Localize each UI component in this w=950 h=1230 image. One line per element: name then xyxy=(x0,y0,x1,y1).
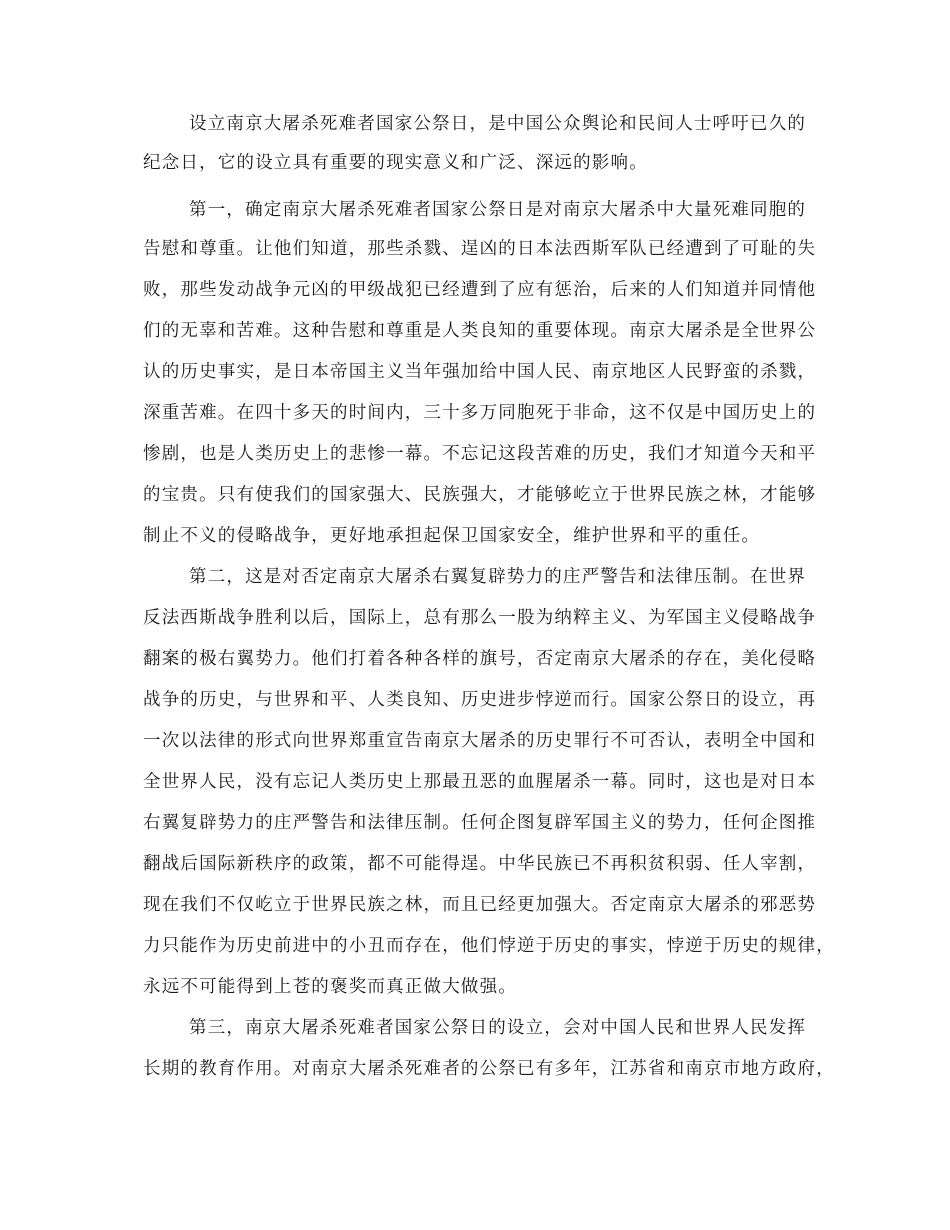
text-line: 战争的历史，与世界和平、人类良知、历史进步悖逆而行。国家公祭日的设立，再 xyxy=(143,690,817,710)
text-line: 全世界人民，没有忘记人类历史上那最丑恶的血腥屠杀一幕。同时，这也是对日本 xyxy=(143,772,817,792)
text-line: 翻案的极右翼势力。他们打着各种各样的旗号，否定南京大屠杀的存在，美化侵略 xyxy=(143,649,817,669)
text-line: 告慰和尊重。让他们知道，那些杀戮、逞凶的日本法西斯军队已经遭到了可耻的失 xyxy=(143,239,817,259)
text-line: 翻战后国际新秩序的政策，都不可能得逞。中华民族已不再积贫积弱、任人宰割， xyxy=(143,854,817,874)
text-line: 深重苦难。在四十多天的时间内，三十多万同胞死于非命，这不仅是中国历史上的 xyxy=(143,403,817,423)
text-line: 永远不可能得到上苍的褒奖而真正做大做强。 xyxy=(143,977,517,997)
text-line: 惨剧，也是人类历史上的悲惨一幕。不忘记这段苦难的历史，我们才知道今天和平 xyxy=(143,444,817,464)
text-line: 设立南京大屠杀死难者国家公祭日，是中国公众舆论和民间人士呼吁已久的 xyxy=(189,114,807,134)
text-line: 的宝贵。只有使我们的国家强大、民族强大，才能够屹立于世界民族之林，才能够 xyxy=(143,485,817,505)
text-line: 一次以法律的形式向世界郑重宣告南京大屠杀的历史罪行不可否认，表明全中国和 xyxy=(143,731,817,751)
text-line: 们的无辜和苦难。这种告慰和尊重是人类良知的重要体现。南京大屠杀是全世界公 xyxy=(143,321,817,341)
text-line: 认的历史事实，是日本帝国主义当年强加给中国人民、南京地区人民野蛮的杀戮， xyxy=(143,362,817,382)
text-line: 第三，南京大屠杀死难者国家公祭日的设立，会对中国人民和世界人民发挥 xyxy=(189,1018,807,1038)
text-line: 长期的教育作用。对南京大屠杀死难者的公祭已有多年，江苏省和南京市地方政府， xyxy=(143,1059,835,1079)
text-line: 第二，这是对否定南京大屠杀右翼复辟势力的庄严警告和法律压制。在世界 xyxy=(189,567,807,587)
text-line: 败，那些发动战争元凶的甲级战犯已经遭到了应有惩治，后来的人们知道并同情他 xyxy=(143,280,817,300)
text-line: 制止不义的侵略战争，更好地承担起保卫国家安全，维护世界和平的重任。 xyxy=(143,526,761,546)
text-line: 纪念日，它的设立具有重要的现实意义和广泛、深远的影响。 xyxy=(143,153,648,173)
text-line: 右翼复辟势力的庄严警告和法律压制。任何企图复辟军国主义的势力，任何企图推 xyxy=(143,813,817,833)
text-line: 反法西斯战争胜利以后，国际上，总有那么一股为纳粹主义、为军国主义侵略战争 xyxy=(143,608,817,628)
text-line: 第一，确定南京大屠杀死难者国家公祭日是对南京大屠杀中大量死难同胞的 xyxy=(189,200,807,220)
text-line: 现在我们不仅屹立于世界民族之林，而且已经更加强大。否定南京大屠杀的邪恶势 xyxy=(143,895,817,915)
text-line: 力只能作为历史前进中的小丑而存在，他们悖逆于历史的事实，悖逆于历史的规律， xyxy=(143,936,835,956)
